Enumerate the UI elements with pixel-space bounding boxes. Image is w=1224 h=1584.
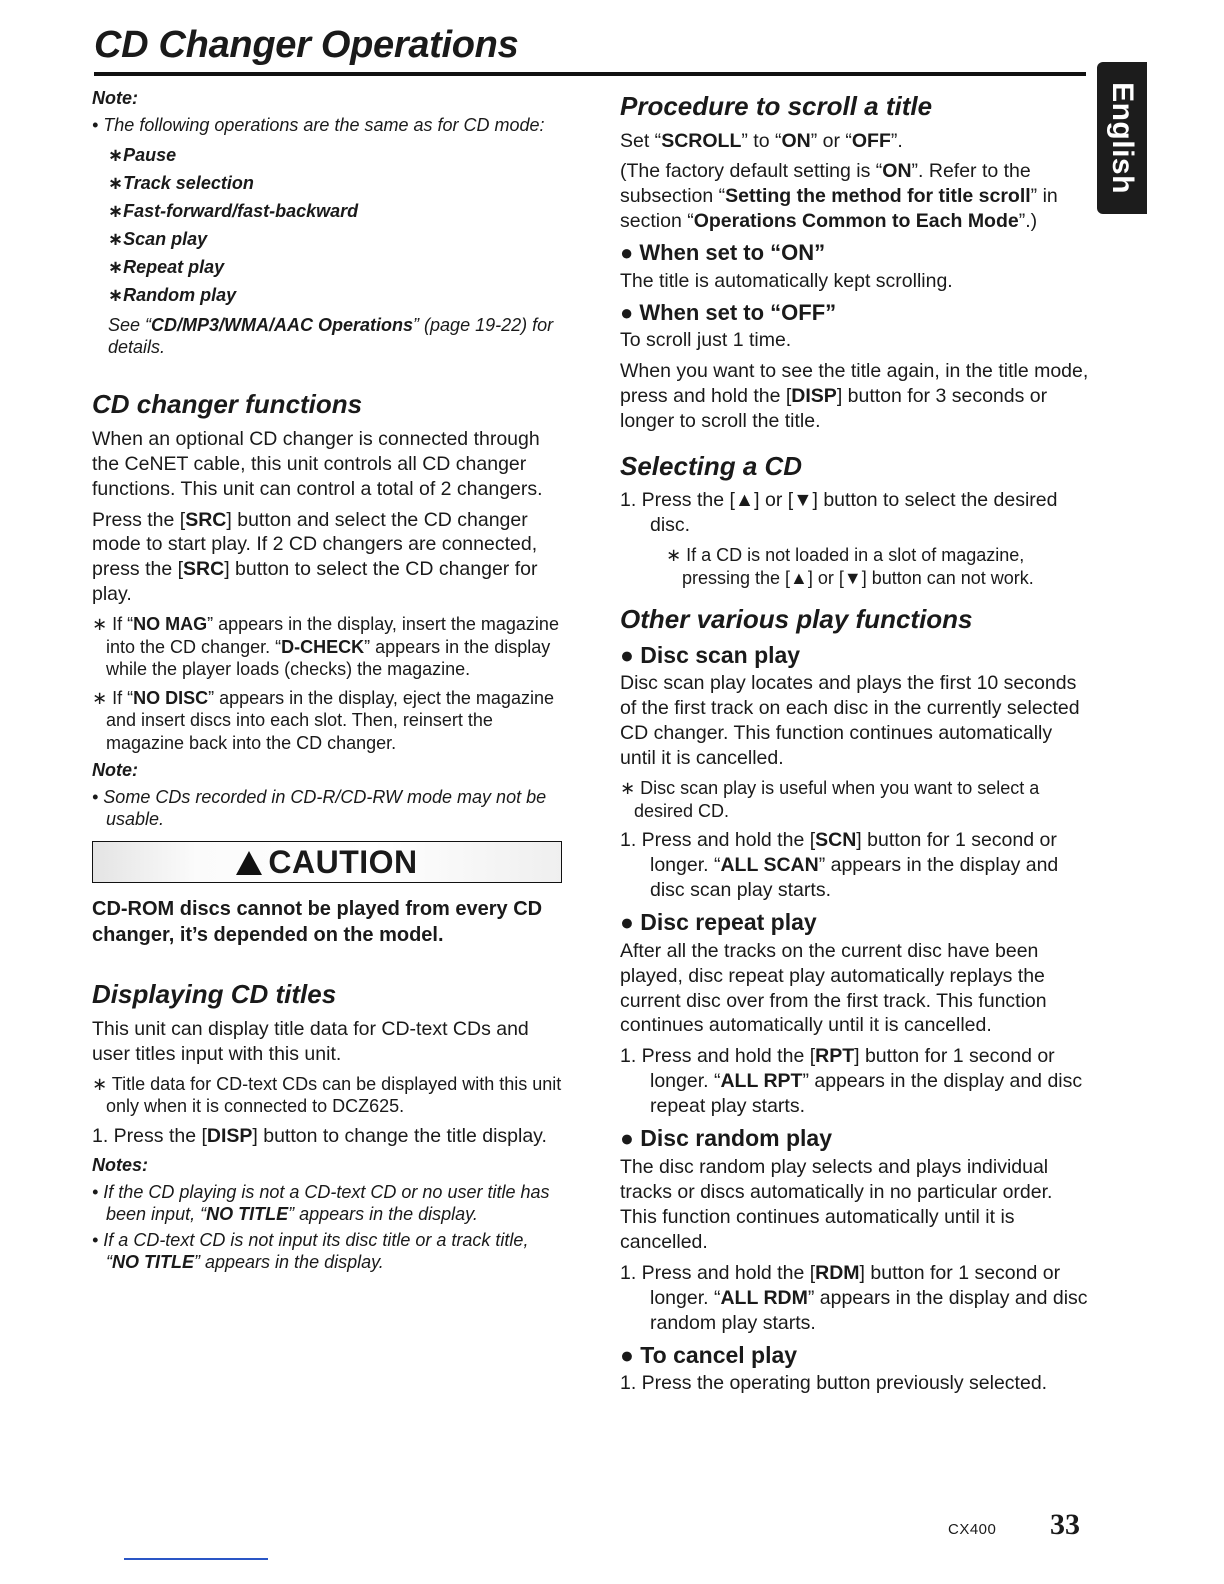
language-tab-label: English	[1106, 82, 1139, 194]
caution-text: CD-ROM discs cannot be played from every CD changer, it’s depended on the model.	[92, 898, 543, 946]
language-tab	[1097, 62, 1147, 214]
disc-scan-note: ∗ Disc scan play is useful when you want to select a desired CD.	[620, 778, 1040, 821]
right-column	[620, 90, 1090, 1402]
titles-note-2: • If a CD-text CD is not input its disc title or a track title, “NO TITLE” appears in the display.	[92, 1229, 529, 1272]
disc-scan-heading: ● Disc scan play	[620, 641, 801, 668]
list-item: ∗Fast-forward/fast-backward	[108, 200, 359, 221]
section-heading-changer-functions: CD changer functions	[92, 389, 363, 420]
page-title: CD Changer Operations	[94, 24, 519, 66]
cdr-note: • Some CDs recorded in CD-R/CD-RW mode may not be usable.	[92, 787, 547, 830]
changer-src-paragraph: Press the [SRC] button and select the CD changer mode to start play. If 2 CD changers are connected, press the [SRC] button to select the CD changer for play.	[92, 508, 538, 606]
when-off-text: To scroll just 1 time.	[620, 329, 792, 352]
list-item: ∗Scan play	[108, 228, 208, 249]
disc-random-step: 1. Press and hold the [RDM] button for 1 second or longer. “ALL RDM” appears in the display and disc random play starts.	[620, 1261, 1088, 1334]
see-reference: See “CD/MP3/WMA/AAC Operations” (page 19-22) for details.	[108, 314, 554, 357]
disc-random-paragraph: The disc random play selects and plays individual tracks or discs automatically in no particular order. This function continues automatically until it is cancelled.	[620, 1155, 1053, 1253]
page-number: 33	[1050, 1508, 1080, 1541]
when-on-text: The title is automatically kept scrolling.	[620, 269, 953, 292]
cancel-play-heading: ● To cancel play	[620, 1341, 798, 1368]
note-heading-2: Note:	[92, 760, 138, 781]
disc-scan-paragraph: Disc scan play locates and plays the first 10 seconds of the first track on each disc in the currently selected CD changer. This function continues automatically until it is cancelled.	[620, 672, 1080, 770]
note-heading: Note:	[92, 88, 138, 108]
section-heading-scroll-title: Procedure to scroll a title	[620, 91, 933, 121]
title-rule	[94, 72, 1086, 76]
model-number: CX400	[948, 1521, 997, 1538]
scroll-again-paragraph: When you want to see the title again, in the title mode, press and hold the [DISP] button for 3 seconds or longer to scroll the title.	[620, 360, 1089, 432]
caution-label: CAUTION	[268, 843, 418, 880]
section-heading-other-functions: Other various play functions	[620, 604, 973, 635]
bottom-rule	[124, 1558, 268, 1560]
scroll-default-paragraph: (The factory default setting is “ON”. Refer to the subsection “Setting the method for title scroll” in section “Operations Common to Each Mode”.)	[620, 160, 1058, 233]
when-off-heading: ● When set to “OFF”	[620, 299, 837, 325]
titles-step-1: 1. Press the [DISP] button to change the title display.	[92, 1124, 547, 1147]
caution-banner	[92, 841, 562, 883]
titles-note-1: • If the CD playing is not a CD-text CD or no user title has been input, “NO TITLE” appears in the display.	[92, 1181, 550, 1224]
disc-repeat-paragraph: After all the tracks on the current disc have been played, disc repeat play automatically replays the current disc over from the first track. This function continues automatically until it is cancelled.	[620, 939, 1047, 1037]
same-operations-list	[108, 141, 562, 309]
list-item: ∗Random play	[108, 284, 237, 305]
disc-scan-step: 1. Press and hold the [SCN] button for 1 second or longer. “ALL SCAN” appears in the display and disc scan play starts.	[620, 829, 1059, 902]
select-step-1: 1. Press the [▲] or [▼] button to select the desired disc.	[620, 489, 1058, 537]
section-heading-selecting-cd: Selecting a CD	[620, 450, 803, 481]
note-bullet: • The following operations are the same as for CD mode:	[92, 115, 545, 135]
disc-random-heading: ● Disc random play	[620, 1125, 833, 1152]
left-column	[92, 88, 562, 1278]
select-note: ∗ If a CD is not loaded in a slot of magazine, pressing the [▲] or [▼] button can not work.	[666, 545, 1034, 588]
changer-intro: When an optional CD changer is connected through the CeNET cable, this unit controls all CD changer functions. This unit can control a total of 2 changers.	[92, 427, 543, 500]
when-on-heading: ● When set to “ON”	[620, 240, 826, 266]
titles-dcz-note: ∗ Title data for CD-text CDs can be displayed with this unit only when it is connected to DCZ625.	[92, 1073, 562, 1117]
disc-repeat-heading: ● Disc repeat play	[620, 909, 817, 936]
no-disc-note: ∗ If “NO DISC” appears in the display, eject the magazine and insert discs into each slot. Then, reinsert the magazine back into the CD changer.	[92, 687, 554, 753]
section-heading-displaying-titles: Displaying CD titles	[92, 979, 337, 1010]
scroll-set-paragraph: Set “SCROLL” to “ON” or “OFF”.	[620, 129, 903, 152]
list-item: ∗Repeat play	[108, 256, 225, 277]
no-mag-note: ∗ If “NO MAG” appears in the display, insert the magazine into the CD changer. “D-CHECK” appears in the display while the player loads (checks) the magazine.	[92, 614, 559, 680]
titles-intro: This unit can display title data for CD-text CDs and user titles input with this unit.	[92, 1017, 529, 1065]
list-item: ∗Pause	[108, 144, 177, 165]
disc-repeat-step: 1. Press and hold the [RPT] button for 1 second or longer. “ALL RPT” appears in the display and disc repeat play starts.	[620, 1045, 1083, 1118]
notes-heading: Notes:	[92, 1154, 149, 1175]
warning-icon	[236, 851, 262, 875]
cancel-play-step: 1. Press the operating button previously selected.	[620, 1372, 1048, 1395]
list-item: ∗Track selection	[108, 172, 254, 193]
